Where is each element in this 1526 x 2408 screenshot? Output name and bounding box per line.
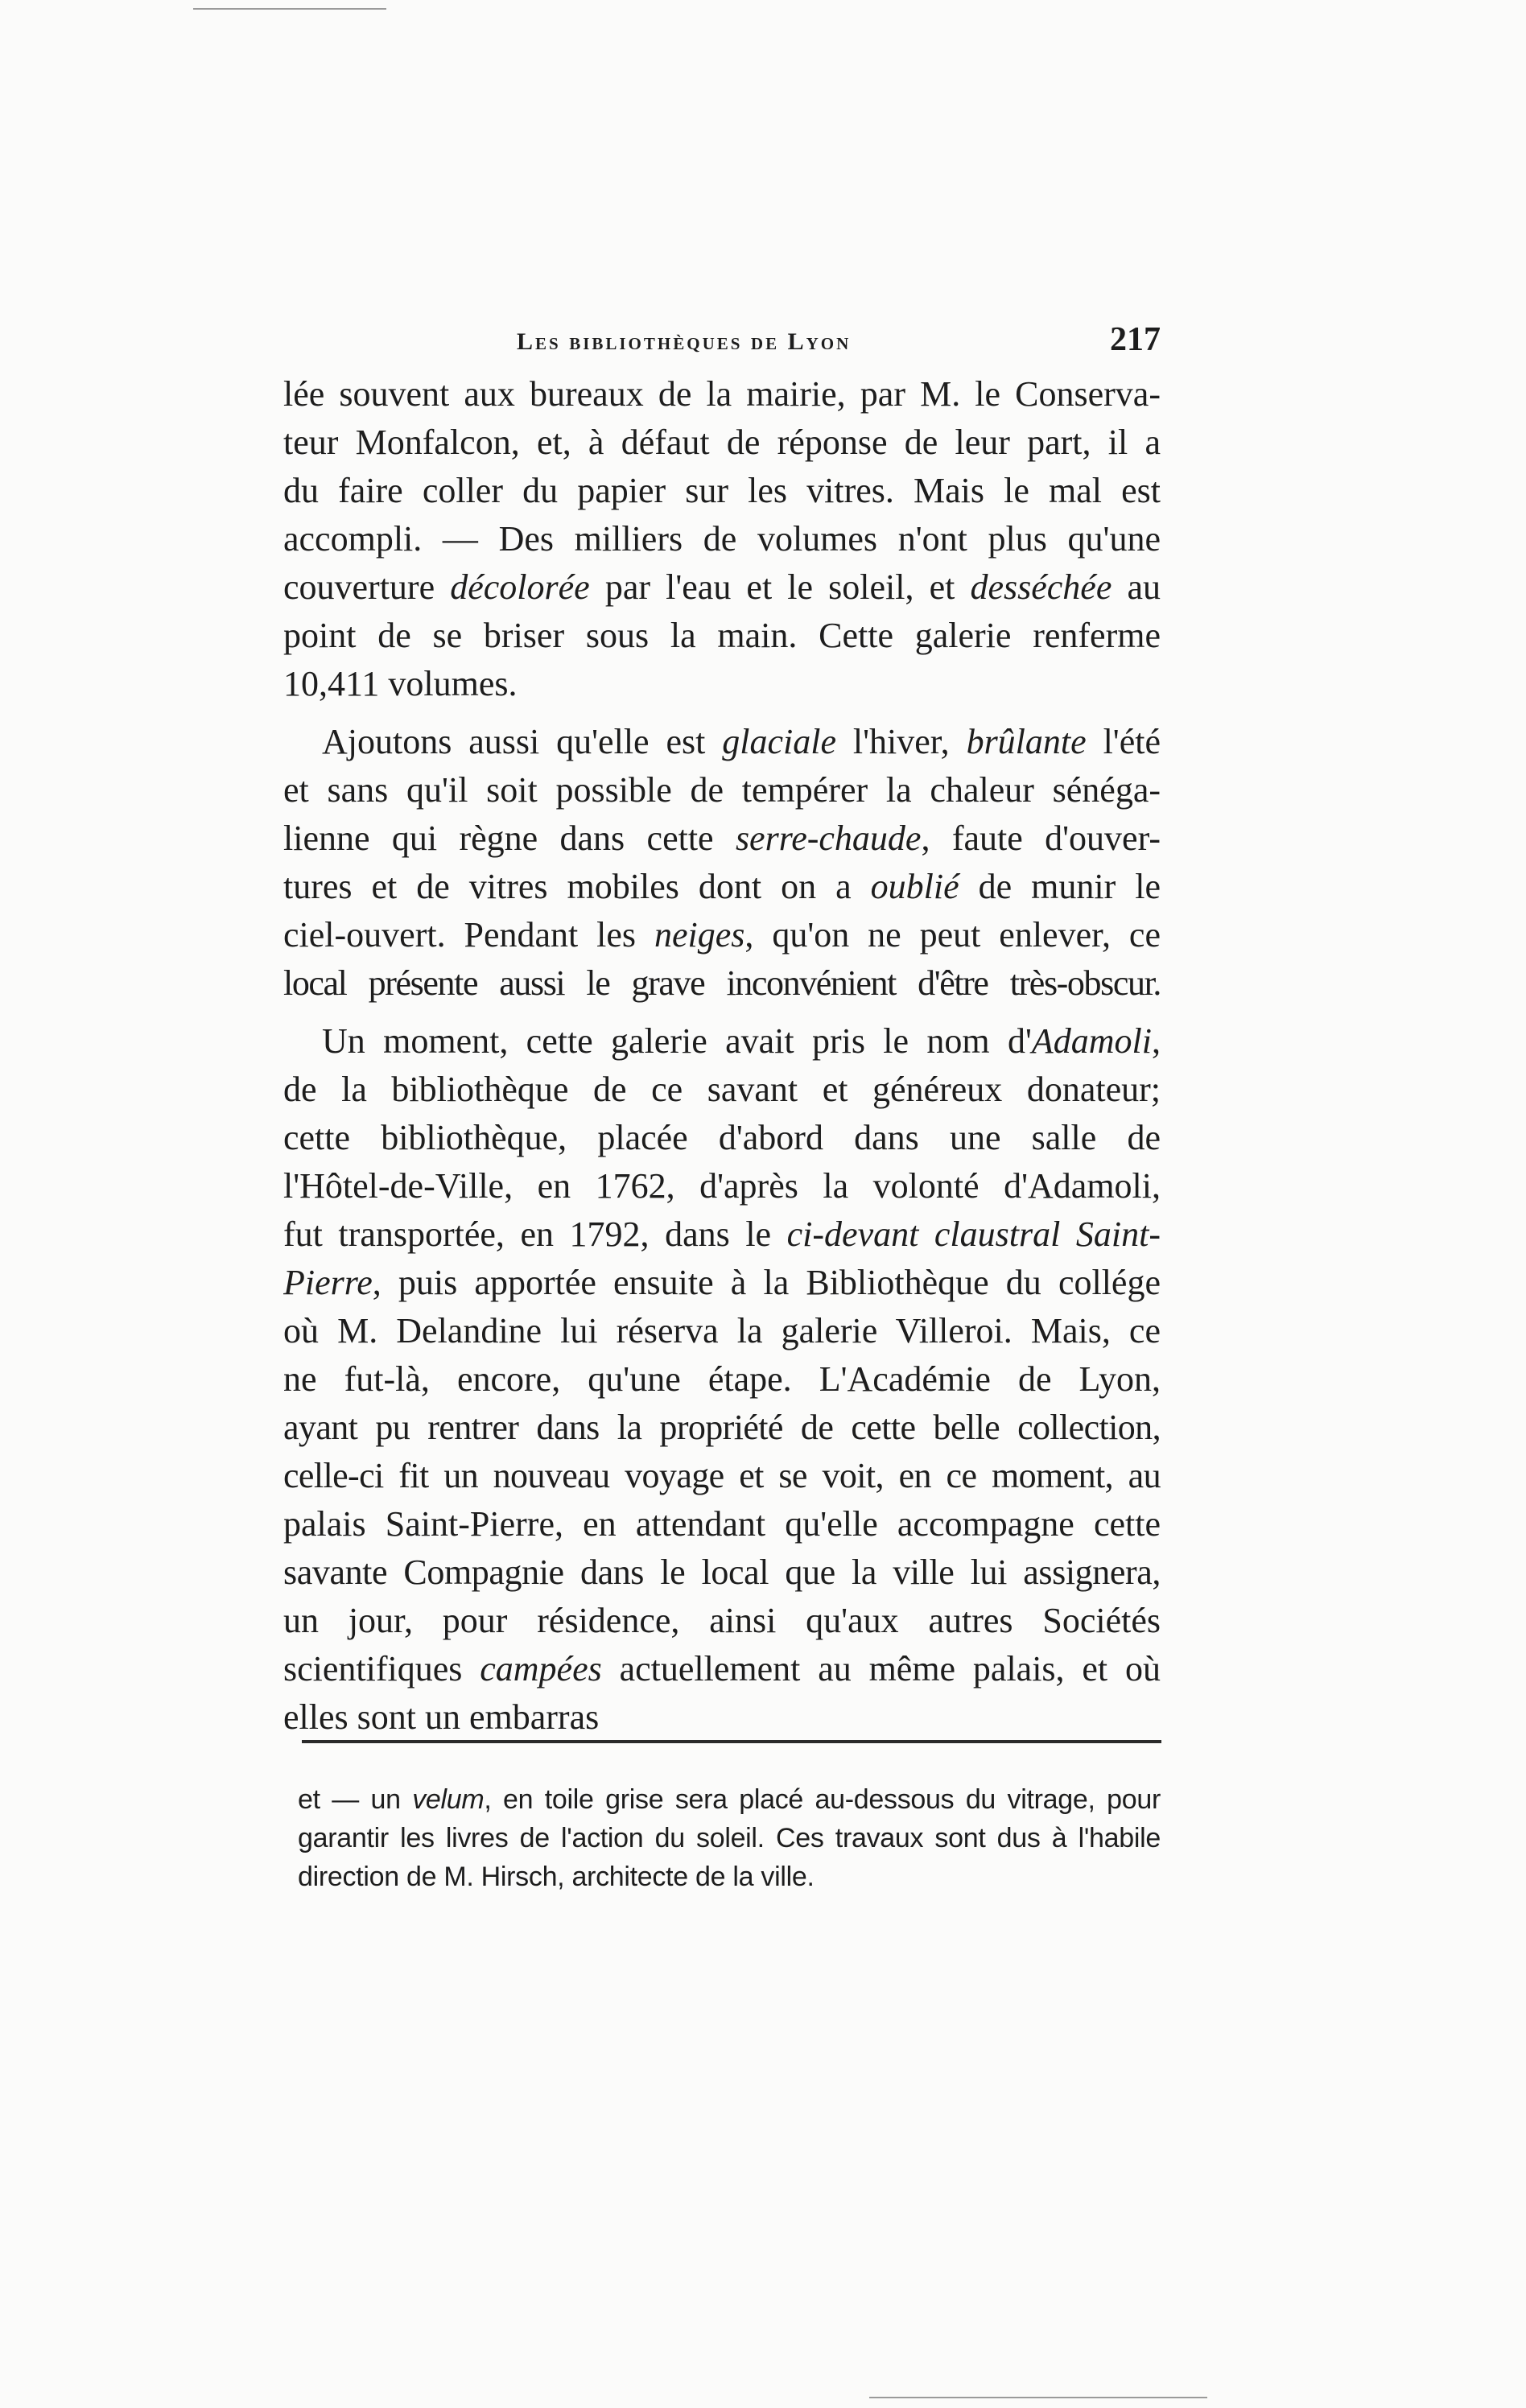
italic-run: serre-chaude [735,818,922,858]
text-run: ciel-ouvert. Pendant les [283,915,654,955]
text-line: savante Compagnie dans le local que la ville lui assignera, [283,1552,1161,1592]
text-line [283,814,1161,863]
text-run: scientifiques [283,1649,480,1688]
text-line [283,911,1161,959]
paragraph-1 [283,370,1161,708]
text-line [283,863,1161,911]
italic-run: Adamoli [1031,1021,1152,1061]
text-run: , qu'on ne peut enlever, ce [744,915,1161,955]
scan-edge-mark-top [193,8,386,10]
italic-run: oublié [870,867,959,906]
text-line: cette bibliothèque, placée d'abord dans une salle de [283,1118,1161,1157]
italic-run: glaciale [722,722,836,761]
text-run: et — un [298,1784,413,1815]
text-line: 10,411 volumes. [283,664,518,703]
text-line: ayant pu rentrer dans la propriété de cette belle collection, [283,1408,1161,1447]
text-line: accompli. — Des milliers de volumes n'ont plus qu'une [283,519,1161,559]
running-head [283,320,1161,369]
text-line: un jour, pour résidence, ainsi qu'aux autres Sociétés [283,1601,1161,1640]
scan-edge-mark-bottom [869,2397,1207,2398]
text-run: lienne qui règne dans cette [283,818,736,858]
text-line: point de se briser sous la main. Cette galerie renferme [283,616,1161,655]
text-line [283,1645,1161,1693]
text-line: où M. Delandine lui réserva la galerie Villeroi. Mais, ce [283,1311,1161,1350]
italic-run: décolorée [450,567,590,607]
text-line: de la bibliothèque de ce savant et généreux donateur; [283,1070,1161,1109]
italic-run: velum [412,1784,485,1815]
footnote [298,1780,1161,1896]
text-run: Ajoutons aussi qu'elle est [322,722,723,761]
footnote-line: garantir les livres de l'action du soleil. Ces travaux sont dus à l'habile [298,1823,1161,1853]
italic-run: ci-devant claustral Saint- [786,1214,1161,1254]
text-run: actuellement au même palais, et où [601,1649,1161,1688]
paragraph-3 [283,1017,1161,1742]
text-run: , [1152,1021,1161,1061]
text-run: au [1112,567,1161,607]
text-line: ne fut-là, encore, qu'une étape. L'Académie de Lyon, [283,1359,1161,1399]
text-run: couverture [283,567,451,607]
text-line: teur Monfalcon, et, à défaut de réponse de leur part, il a [283,423,1161,462]
italic-run: desséchée [970,567,1112,607]
text-run: l'été [1086,722,1161,761]
italic-run: brûlante [966,722,1087,761]
text-run: , en toile grise sera placé au-dessous du vitrage, pour [484,1784,1161,1815]
text-run: l'hiver, [835,722,967,761]
footnote-rule [302,1740,1161,1743]
footnote-line: direction de M. Hirsch, architecte de la ville. [298,1862,815,1892]
text-line: palais Saint-Pierre, en attendant qu'elle accompagne cette [283,1504,1161,1544]
text-run: de munir le [959,867,1161,906]
italic-run: Pierre [283,1263,373,1302]
italic-run: campées [480,1649,602,1688]
text-line [283,563,1161,612]
text-line: lée souvent aux bureaux de la mairie, par M. le Conserva- [283,374,1161,414]
text-run: tures et de vitres mobiles dont on a [283,867,871,906]
text-line [283,1259,1161,1307]
text-run: , faute d'ouver- [921,818,1161,858]
text-line: celle-ci fit un nouveau voyage et se voit, en ce moment, au [283,1456,1161,1495]
text-line [283,718,1161,766]
text-line [283,1017,1161,1066]
text-line: et sans qu'il soit possible de tempérer la chaleur sénéga- [283,770,1161,810]
italic-run: neiges [654,915,745,955]
text-line [283,1210,1161,1259]
text-run: fut transportée, en 1792, dans le [283,1214,787,1254]
text-line: local présente aussi le grave inconvénient d'être très-obscur. [283,963,1161,1003]
text-line: du faire coller du papier sur les vitres. Mais le mal est [283,471,1161,510]
text-line: elles sont un embarras [283,1697,600,1737]
text-run: , puis apportée ensuite à la Bibliothèque du collége [372,1263,1161,1302]
footnote-line [298,1780,1161,1819]
text-line: l'Hôtel-de-Ville, en 1762, d'après la volonté d'Adamoli, [283,1166,1161,1206]
text-run: par l'eau et le soleil, et [589,567,971,607]
paragraph-2 [283,718,1161,1008]
body-text [283,370,1161,1742]
page-number: 217 [1110,321,1161,358]
running-title: Les bibliothèques de Lyon [517,328,852,355]
text-run: Un moment, cette galerie avait pris le nom d' [322,1021,1032,1061]
